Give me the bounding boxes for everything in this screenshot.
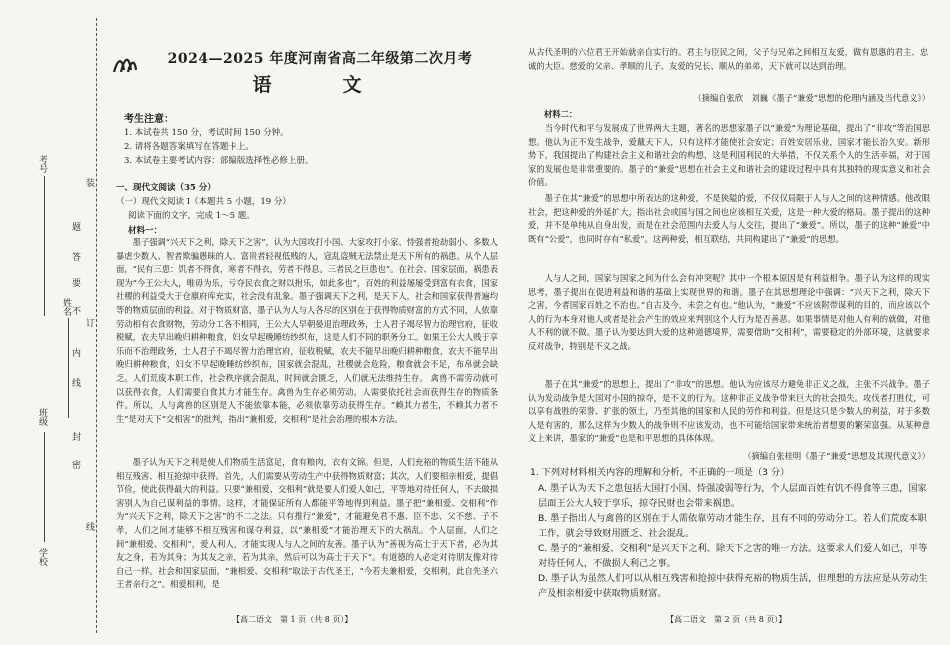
seal-char: 线: [72, 379, 82, 389]
class-label: 班级: [37, 408, 47, 426]
material-two-paragraph: 墨子在其“兼爱”的思想中所表达的这种爱，不是狭隘的爱，不仅仅局限于人与人之间的这种情感。他改眼社会，把这种爱的外延扩大，指出社会或国与国之间也应该相互关爱，这是一种大爱的格局。墨子提出的这种爱，并不是单纯从自身出发，而是在社会范围内去爱人与人交往，提出了“兼爱”。所以，墨子的这种“兼爱”中既有“公爱”，也同时存有“私爱”。这两种爱，相互联结，共同构建出了“兼爱”的思想。: [528, 193, 930, 244]
question-1-option-d[interactable]: D. 墨子认为虽然人们可以从相互残害和抢掠中获得充裕的物质生活，但理想的方法应是从劳动生产及相亲相爱中获取物质财富。: [538, 573, 928, 599]
note-item: 2. 请将各题答案填写在答题卡上。: [124, 142, 254, 152]
seal-char: 密: [72, 461, 82, 471]
section-heading: 一、现代文阅读（35 分）: [116, 183, 216, 193]
seal-char: 装: [86, 179, 96, 189]
material-one-continued: 从古代圣明的六位君王开始就亲自实行的。君主与臣民之间，父子与兄弟之间相互友爱，做有恩惠的君主、忠诚的大臣、慈爱的父亲、孝顺的儿子、友爱的兄长、顺从的弟弟，天下就可以达到治理。: [528, 47, 928, 71]
class-line: [44, 432, 45, 542]
question-1-option-a[interactable]: A. 墨子认为天下之患包括大国打小国、恃强凌弱等行为，个人层面百姓有饥不得食等三患，国家层面王公大人较于享乐，掠夺民财也会带来祸患。: [538, 483, 927, 509]
seal-dashed-line: [96, 18, 97, 633]
binding-margin: [0, 0, 108, 645]
material-one-paragraph: 墨子认为天下之利是使人们物质生活富足，食有粮肉，衣有文锦。但是，人们充裕的物质生活不能从相互残害、相互抢掠中获得。首先，人们需要从劳动生产中获得物质财富；其次，人们要相亲相爱，提倡节俭，使此获得最大的利益。只要“兼相爱、交相利”就是要人们爱人如己，平等地对待任何人，不去做损害别人为自己谋利益的事情。这样，才能保证所有人都能平等地得到利益。墨子把“兼相爱、交相利”作为“兴天下之利，除天下之害”的不二之法。只有推行“兼爱”，才能避免君不惠、臣不忠、父不慈、子不孝，人们之间才能够不相互残害和谋夺利益，以“兼相爱”才能治理天下的大祸乱。个人层面，人们之间“兼相爱、交相利”，爱人利人，才能实现人与人之间的友善。墨子认为“善视为高士于天下者，必为其友之身，若为其身；为其友之亲，若为其亲，然后可以为高士于天下”。有道德的人必定对待朋友像对待自己一样。社会和国家层面，“兼相爱、交相利”取法于古代圣王，“今若夫兼相爱，交相利，此自先圣六王者亲行之”。相爱相利，是: [116, 457, 498, 590]
school-label: 学校: [37, 548, 47, 566]
page-footer-right: 【高二语文 第 2 页（共 8 页）】: [666, 615, 787, 624]
material-one-source: （摘编自张欣 刘巍《墨子“兼爱”思想的伦理内涵及当代意义》）: [693, 93, 930, 103]
question-1-option-c[interactable]: C. 墨子的“兼相爱、交相利”是兴天下之利、除天下之害的唯一方法。这要求人们爱人如己，平等对待任何人，不做损人利己之事。: [538, 543, 928, 569]
seal-char: 内: [72, 349, 82, 359]
reading-instruction: 阅读下面的文字，完成 1～5 题。: [128, 211, 255, 221]
seal-char: 封: [72, 433, 82, 443]
material-two-paragraph: 墨子在其“兼爱”的思想上，提出了“非攻”的思想。他认为应该尽力避免非正义之战，主张不兴战争。墨子认为发动战争是大国对小国的掠夺，是不义的行为。这种非正义战争带来巨大的社会损失。攻伐者打胜仗，可以享有战胜的荣誉、扩张的领土，乃至其他的国家和人民的劳作和利益。但是这只是少数人的利益，对于多数人是有害的，那么这样为少数人的战争则不应该发动，也不可能给国家带来统治者想要的繁荣富强。从某种意义上来讲，墨家的“兼爱”也是和平思想的具体体现。: [528, 379, 930, 444]
seal-char: 题: [72, 223, 82, 233]
seal-char: 订: [86, 319, 96, 329]
subject-title: 语 文: [252, 74, 388, 96]
seal-char: 线: [86, 523, 96, 533]
exam-no-line: [44, 176, 45, 316]
exam-title: 2024—2025 年度河南省高二年级第二次月考: [167, 51, 473, 67]
material-two-paragraph: 当今时代和平与发展成了世界两大主题，著名的思想家墨子以“兼爱”为理论基础，提出了“非攻”等治国思想。他认为正不发生战争，爱戴天下人，只有这样才能使社会安定；百姓安居乐业，国家才能长治久安。新形势下，我国提出了构建社会主义和谐社会的构想，这是利国利民的大举措，不仅关系个人的生活幸福，对于国家的发展也是非常重要的。墨子的“兼爱”思想在社会主义和谐社会的建设过程中具有其独特的现实意义和社会价值。: [528, 123, 930, 188]
question-1-option-b[interactable]: B. 墨子指出人与禽兽的区别在于人需依靠劳动才能生存，且有不同的劳动分工。若人们荒废本职工作，就会导致财用匮乏、社会混乱。: [538, 513, 927, 539]
name-line: [68, 318, 69, 418]
exam-no-label: 考号: [37, 155, 47, 173]
page-footer-left: 【高二语文 第 1 页（共 8 页）】: [232, 615, 353, 624]
material-two-source: （摘编自张桂明《墨子“兼爱”思想及其现代意义》）: [743, 451, 930, 461]
note-item: 1. 本试卷共 150 分，考试时间 150 分钟。: [124, 128, 289, 138]
exam-logo-icon: [112, 52, 138, 78]
seal-char: 要: [72, 279, 82, 289]
seal-char: 答: [72, 253, 82, 263]
name-label: 姓名: [61, 298, 71, 316]
subsection-heading: （一）现代文阅读 I（本题共 5 小题，19 分）: [116, 197, 291, 207]
material-two-paragraph: 人与人之间，国家与国家之间为什么会有冲突呢？其中一个根本原因是有利益相争。墨子认为这样的现实思考，墨子提出在促进利益和谐的基础上实现世界的和谐。墨子在其思想理论中强调：“兴天下之利，除天下之害，今者国家百姓之不治也。”自古及今，未尝之有也。”他认为，“兼爱”不应该附带谋利的目的，而应该以个人的行为本身对他人或者是社会产生的效应来判别这个人行为是否善恶。如果事情是对他人有利的就做，对他人不利的就不做。墨子认为要达到大爱的这种道德境界，需要借助“交相利”，需要稳定的外部环境，这就要求反对战争，特别是不义之战。: [528, 273, 930, 351]
note-item: 3. 本试卷主要考试内容：部编版选择性必修上册。: [124, 156, 314, 166]
question-1-stem: 1. 下列对材料相关内容的理解和分析，不正确的一项是（3 分）: [530, 467, 790, 478]
material-one-paragraph: 墨子强调“兴天下之利，除天下之害”，认为大国攻打小国、大家攻打小家、恃强者抢劫弱小、多数人暴虐少数人、智者欺骗愚昧的人、富贵者轻视低贱的人，寇乱盗贼无法禁止是天下所有的祸患。从个人层面，“民有三患：饥者不得食，寒者不得衣，劳者不得息。三者民之巨患也”。在社会、国家层面，祸患表现为“今王公大人，唯毋为乐，亏夺民衣食之财以拊乐，如此多也”，百姓的利益屡屡受到富有衣食，国家社稷的利益受大于仓廪府库充实，社会没有乱象。墨子强调天下之利，是天下人，社会和国家获得普遍均等的物质层面的利益。对于物质财富，墨子认为人与人各尽的区别在于获得物质财富的方式不同，人依靠劳动相有衣食财物，劳动分工各不相同，王公大人早朝晏退治理政务，士人君子竭尽智力治理官府，征收税赋，农夫早出晚归耕种粮食，妇女早起晚睡纺纱织布，这是人们不同的职务分工。如果王公大人贱于享乐而不治理政务，士人君子不竭尽智力治理官府，征收税赋，农夫不能早出晚归耕种粮食，农夫不能早出晚归耕种粮食，妇女不早起晚睡纺纱织布，国家就会混乱，社稷就会危险，粮食就会不足，布帛就会缺乏。人们荒废本职工作，社会秩序就会混乱，时间就会匮乏，人们就无法维持生存。 禽兽不需劳动就可以获得衣食，人们需要自食其力才能生存。禽兽为生存必须劳动，人需要依托社会而获得生存的物质条件。所以，人与禽兽的区别是人不能依靠本能，必须依靠劳动获得生存。“赖其力者生，不赖其力者不生”是对天下“交相害”的批判，指出“兼相爱，交相利”是社会治理的根本方法。: [116, 237, 498, 424]
material-one-label: 材料一：: [128, 226, 163, 236]
seal-char: 不: [72, 307, 82, 317]
material-two-label: 材料二：: [544, 109, 578, 119]
notes-heading: 考生注意：: [124, 114, 174, 125]
